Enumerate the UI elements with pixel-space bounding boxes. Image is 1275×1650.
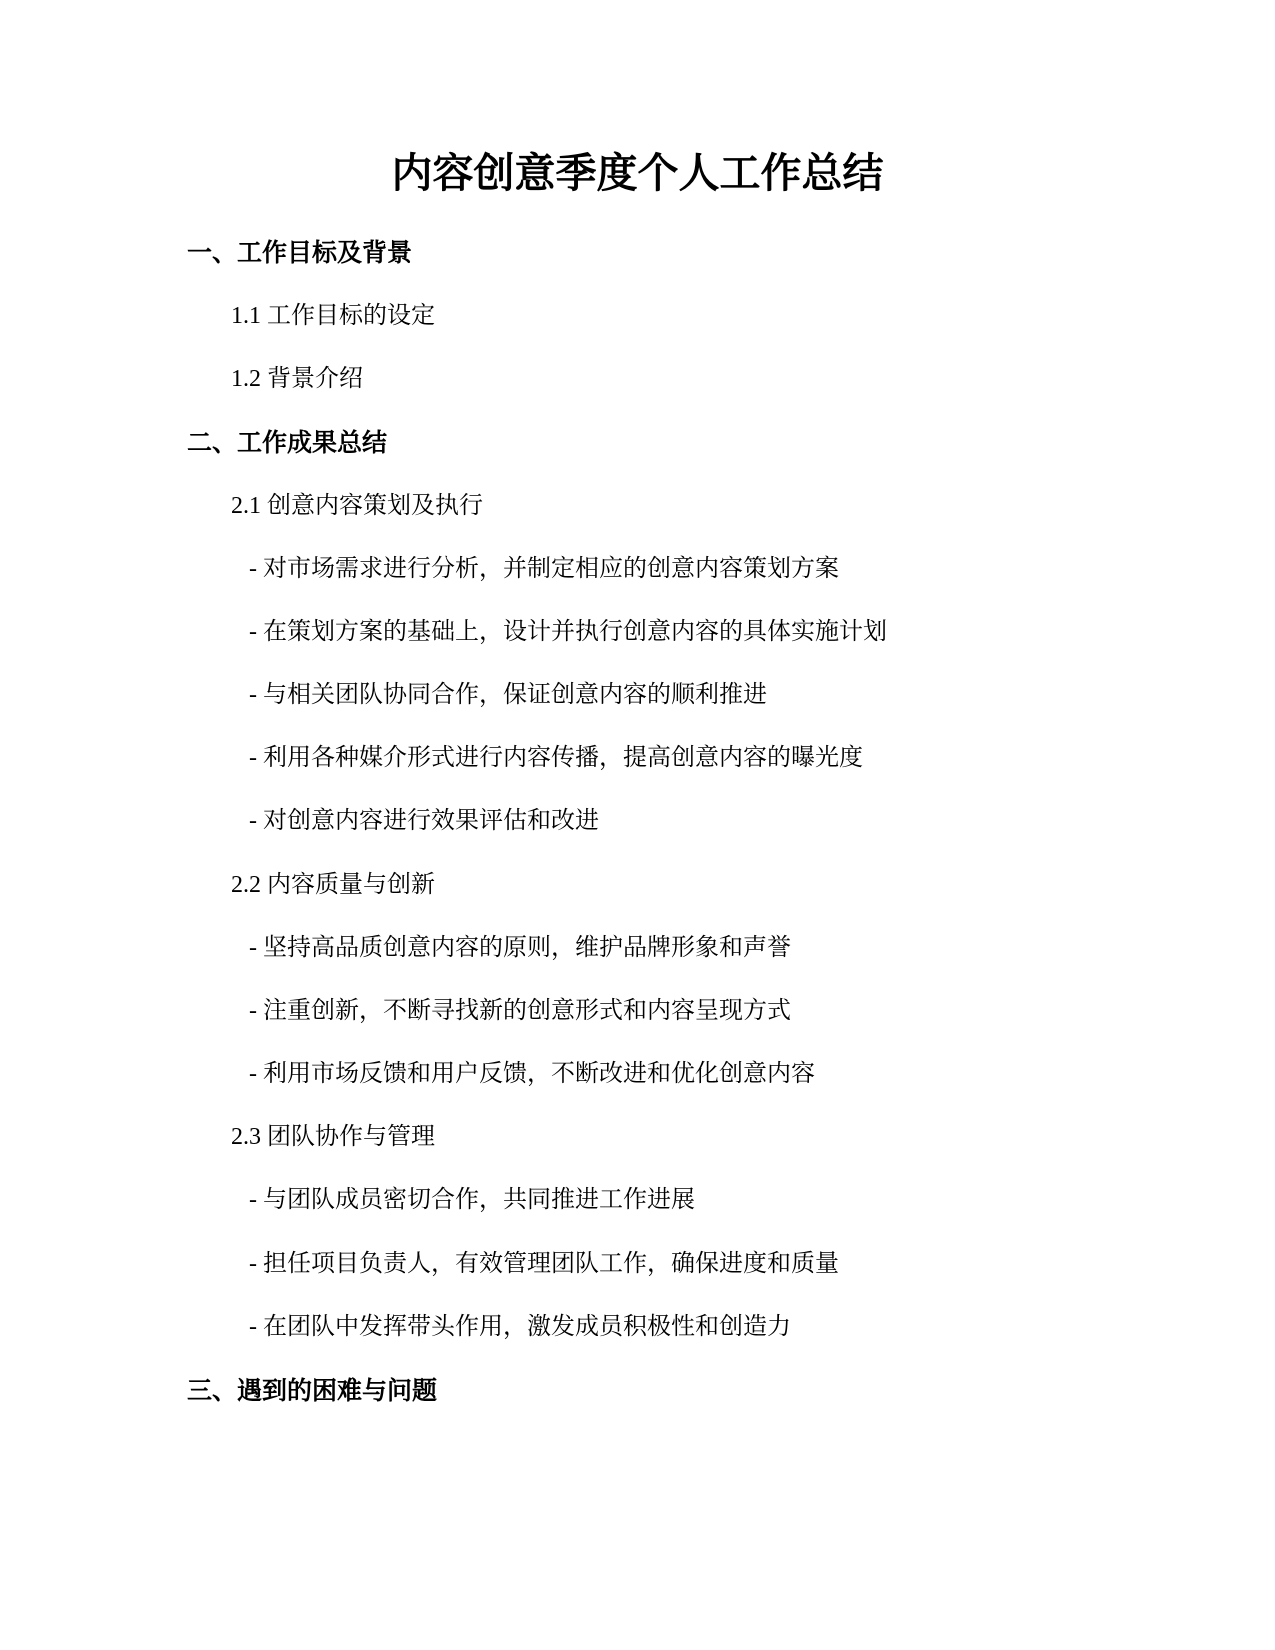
bullet-item: - 与相关团队协同合作，保证创意内容的顺利推进: [249, 682, 767, 708]
section-heading-1: 一、工作目标及背景: [187, 238, 413, 267]
bullet-item: - 坚持高品质创意内容的原则，维护品牌形象和声誉: [249, 935, 791, 961]
bullet-item: - 与团队成员密切合作，共同推进工作进展: [249, 1187, 695, 1213]
bullet-item: - 对创意内容进行效果评估和改进: [249, 808, 599, 834]
bullet-item: - 利用市场反馈和用户反馈，不断改进和优化创意内容: [249, 1061, 815, 1087]
document-title: 内容创意季度个人工作总结: [391, 149, 884, 197]
subsection-2-1: 2.1 创意内容策划及执行: [231, 493, 483, 519]
bullet-item: - 对市场需求进行分析，并制定相应的创意内容策划方案: [249, 556, 839, 582]
subsection-1-1: 1.1 工作目标的设定: [231, 303, 435, 329]
subsection-2-2: 2.2 内容质量与创新: [231, 872, 435, 898]
subsection-1-2: 1.2 背景介绍: [231, 366, 363, 392]
bullet-item: - 注重创新，不断寻找新的创意形式和内容呈现方式: [249, 998, 791, 1024]
bullet-item: - 在策划方案的基础上，设计并执行创意内容的具体实施计划: [249, 619, 887, 645]
section-heading-3: 三、遇到的困难与问题: [187, 1376, 438, 1405]
bullet-item: - 利用各种媒介形式进行内容传播，提高创意内容的曝光度: [249, 745, 863, 771]
bullet-item: - 在团队中发挥带头作用，激发成员积极性和创造力: [249, 1314, 791, 1340]
bullet-item: - 担任项目负责人，有效管理团队工作，确保进度和质量: [249, 1251, 839, 1277]
section-heading-2: 二、工作成果总结: [187, 428, 388, 457]
subsection-2-3: 2.3 团队协作与管理: [231, 1124, 435, 1150]
